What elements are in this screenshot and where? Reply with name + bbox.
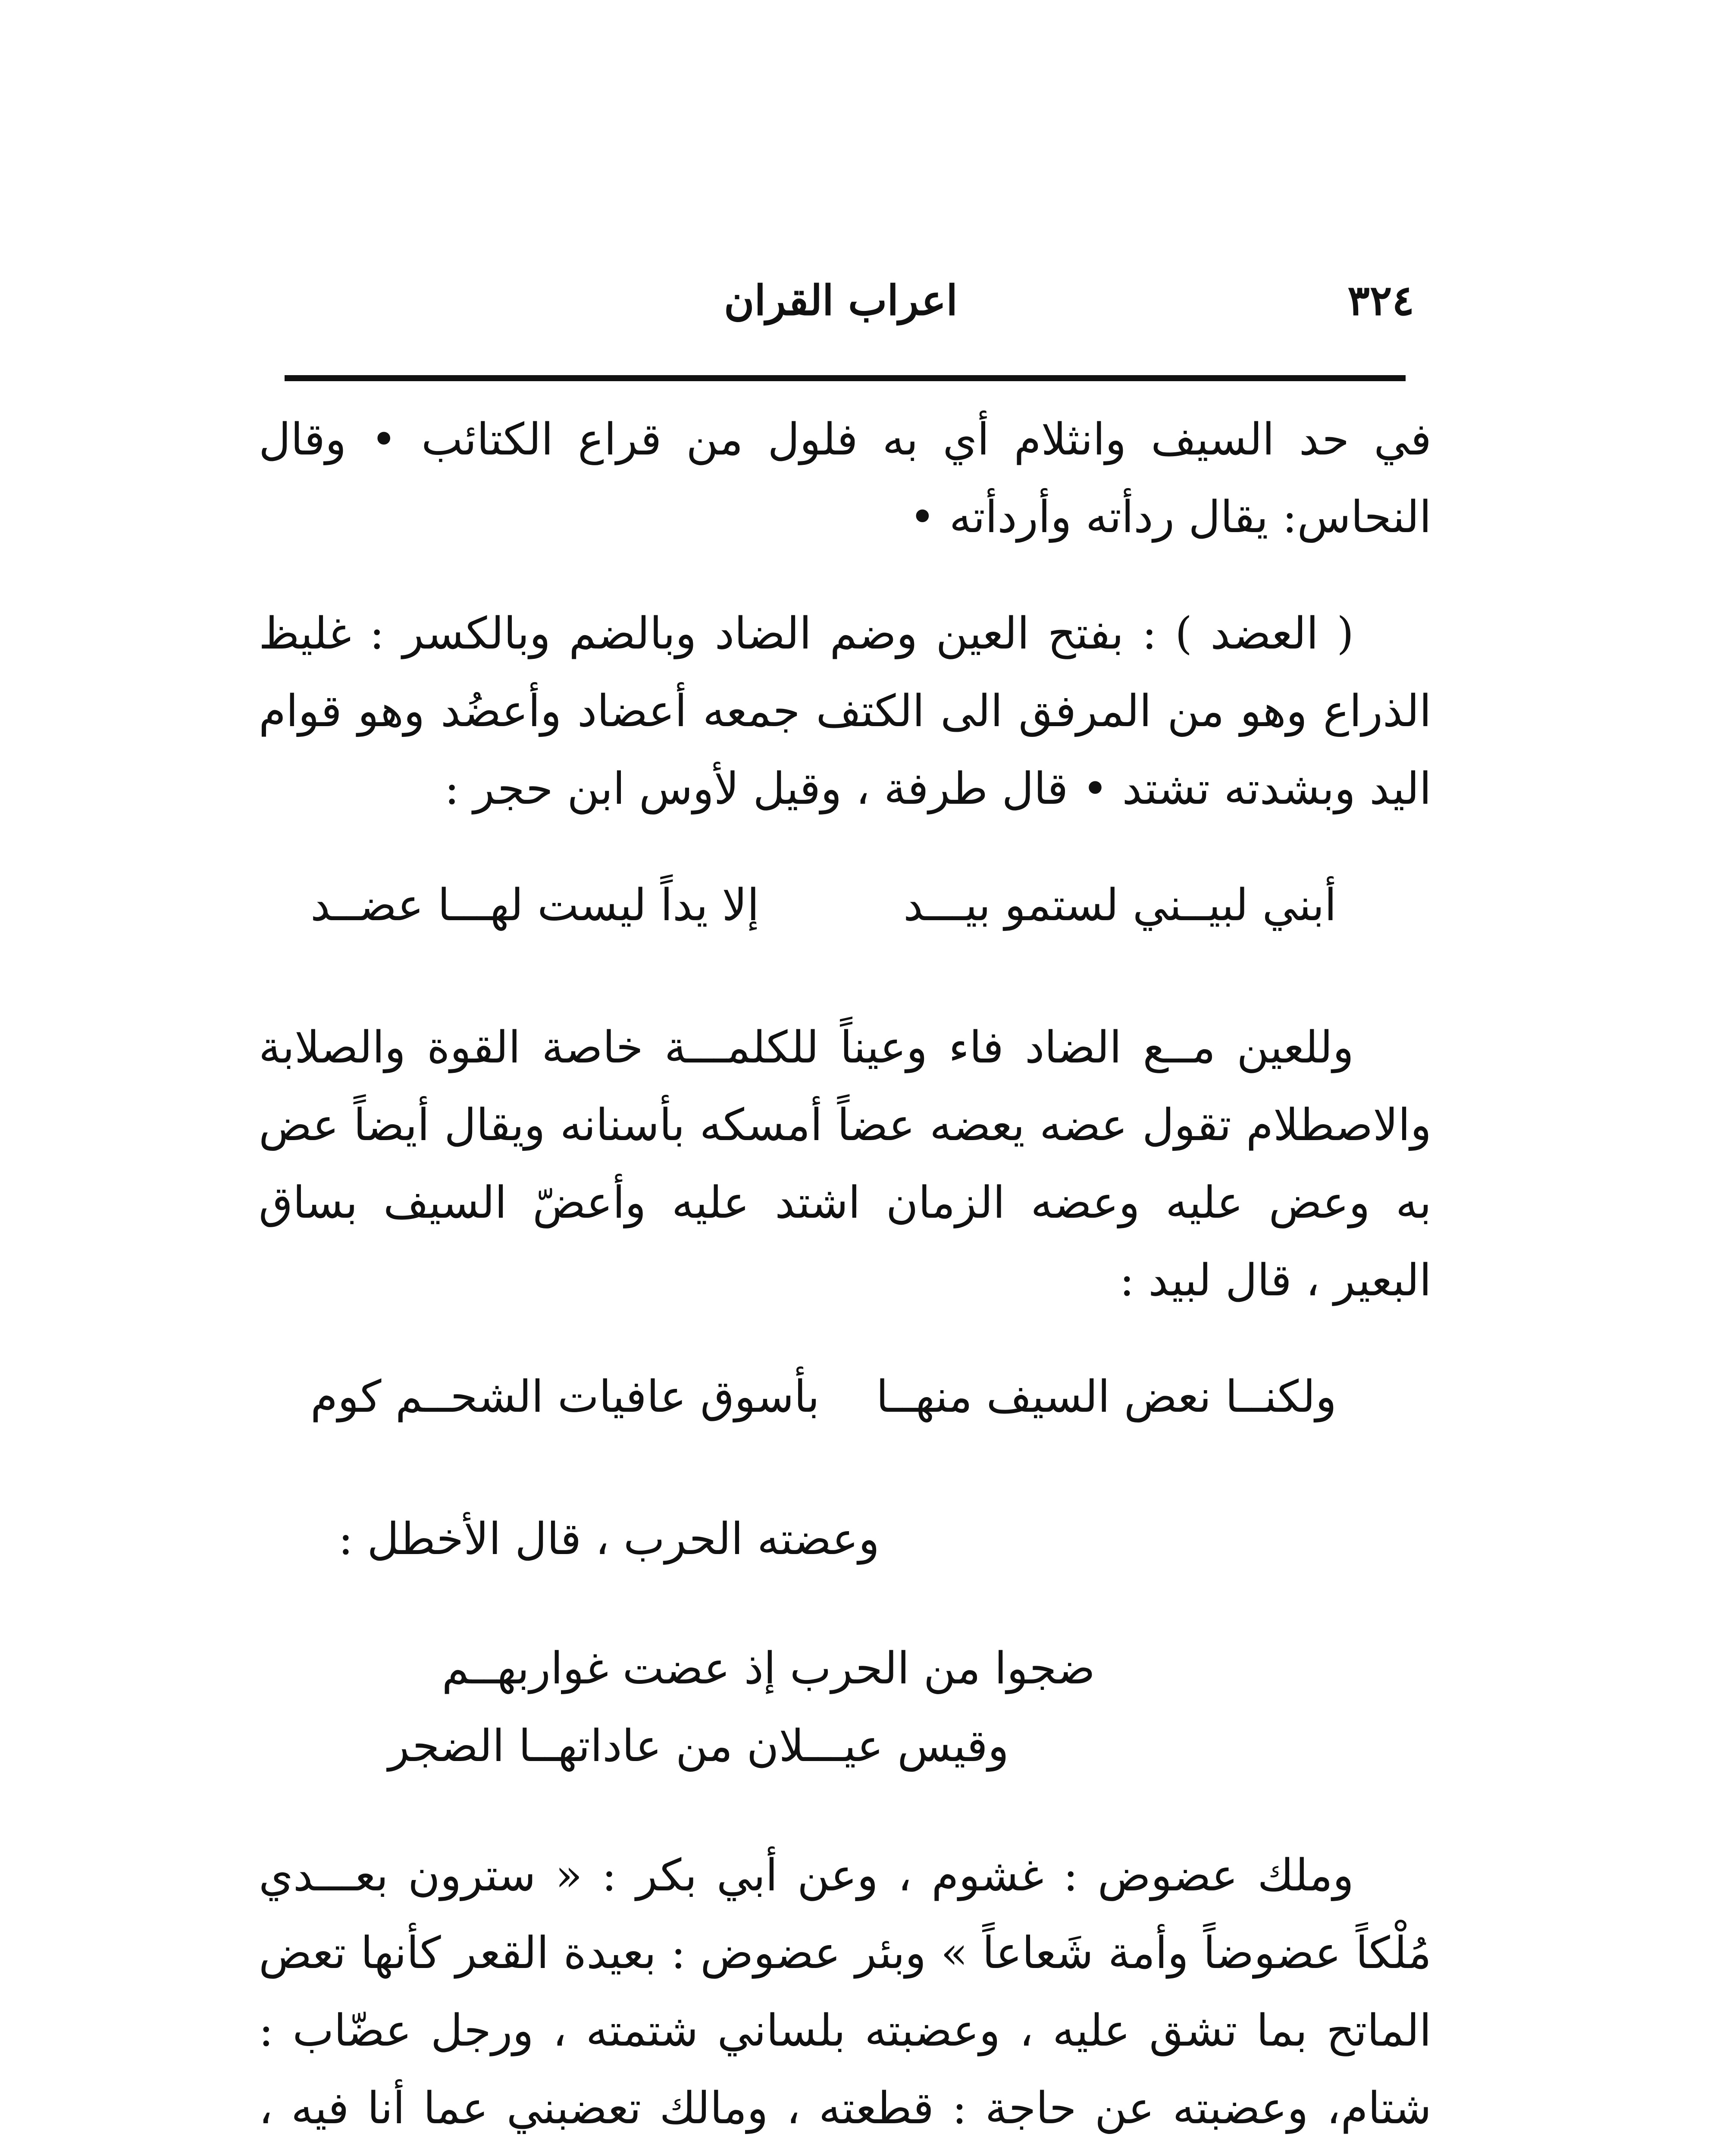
verse-hemistich-first: ولكنــا نعض السيف منهــا [876,1371,1337,1423]
page-number: ٣٢٤ [1347,276,1414,325]
page-body [259,401,1431,2156]
paragraph-mulk-adud: وملك عضوض : غشوم ، وعن أبي بكر : « سترون بعـــدي مُلْكاً عضوضاً وأمة شَعاعاً » وبئر عضوض : بعيدة القعر كأنها تعض الماتح بما تشق عليه ، وعضبته بلساني شتمته ، ورجل عضّاب : شتام، وعضبته عن حاجة : قطعته ، ومالك تعضبني عما أنا فيه ، [259,1850,1431,2134]
verse-hemistich-first: أبني لبيــني لستمو بيـــد [903,880,1337,931]
verse-akhtal [259,1630,1431,1785]
verse-labid [259,1358,1431,1436]
paragraph-al-adud: ( العضد ) : بفتح العين وضم الضاد وبالضم وبالكسر : غليظ الذراع وهو من المرفق الى الكتف جمعه أعضاد وأعضُد وهو قوام اليد وبشدته تشتد • قال طرفة ، وقيل لأوس ابن حجر : [259,608,1431,815]
page-header [267,276,1414,341]
verse-hemistich-second: وقيس عيـــلان من عاداتهــا الضجر [388,1720,1009,1772]
verse-hemistich-first: ضجوا من الحرب إذ عضت غواربهــم [442,1643,1095,1694]
verse-tarafa [259,867,1431,944]
paragraph-ain-dad: وللعين مــع الضاد فاء وعيناً للكلمـــة خاصة القوة والصلابة والاصطلام تقول عضه يعضه عضاً أمسكه بأسنانه ويقال أيضاً عض به وعض عليه وعضه الزمان اشتد عليه وأعضّ السيف بساق البعير ، قال لبيد : [259,1022,1431,1306]
running-title: اعراب القران [723,276,958,325]
verse-hemistich-second: بأسوق عافيات الشحــم كوم [310,1371,820,1423]
paragraph-akhtal-intro: وعضته الحرب ، قال الأخطل : [338,1514,880,1565]
paragraph-continuation: في حد السيف وانثلام أي به فلول من قراع الكتائب • وقال النحاس: يقال ردأته وأردأته • [259,414,1431,543]
header-rule [285,375,1406,381]
verse-hemistich-second: إلا يداً ليست لهـــا عضــد [310,880,759,931]
